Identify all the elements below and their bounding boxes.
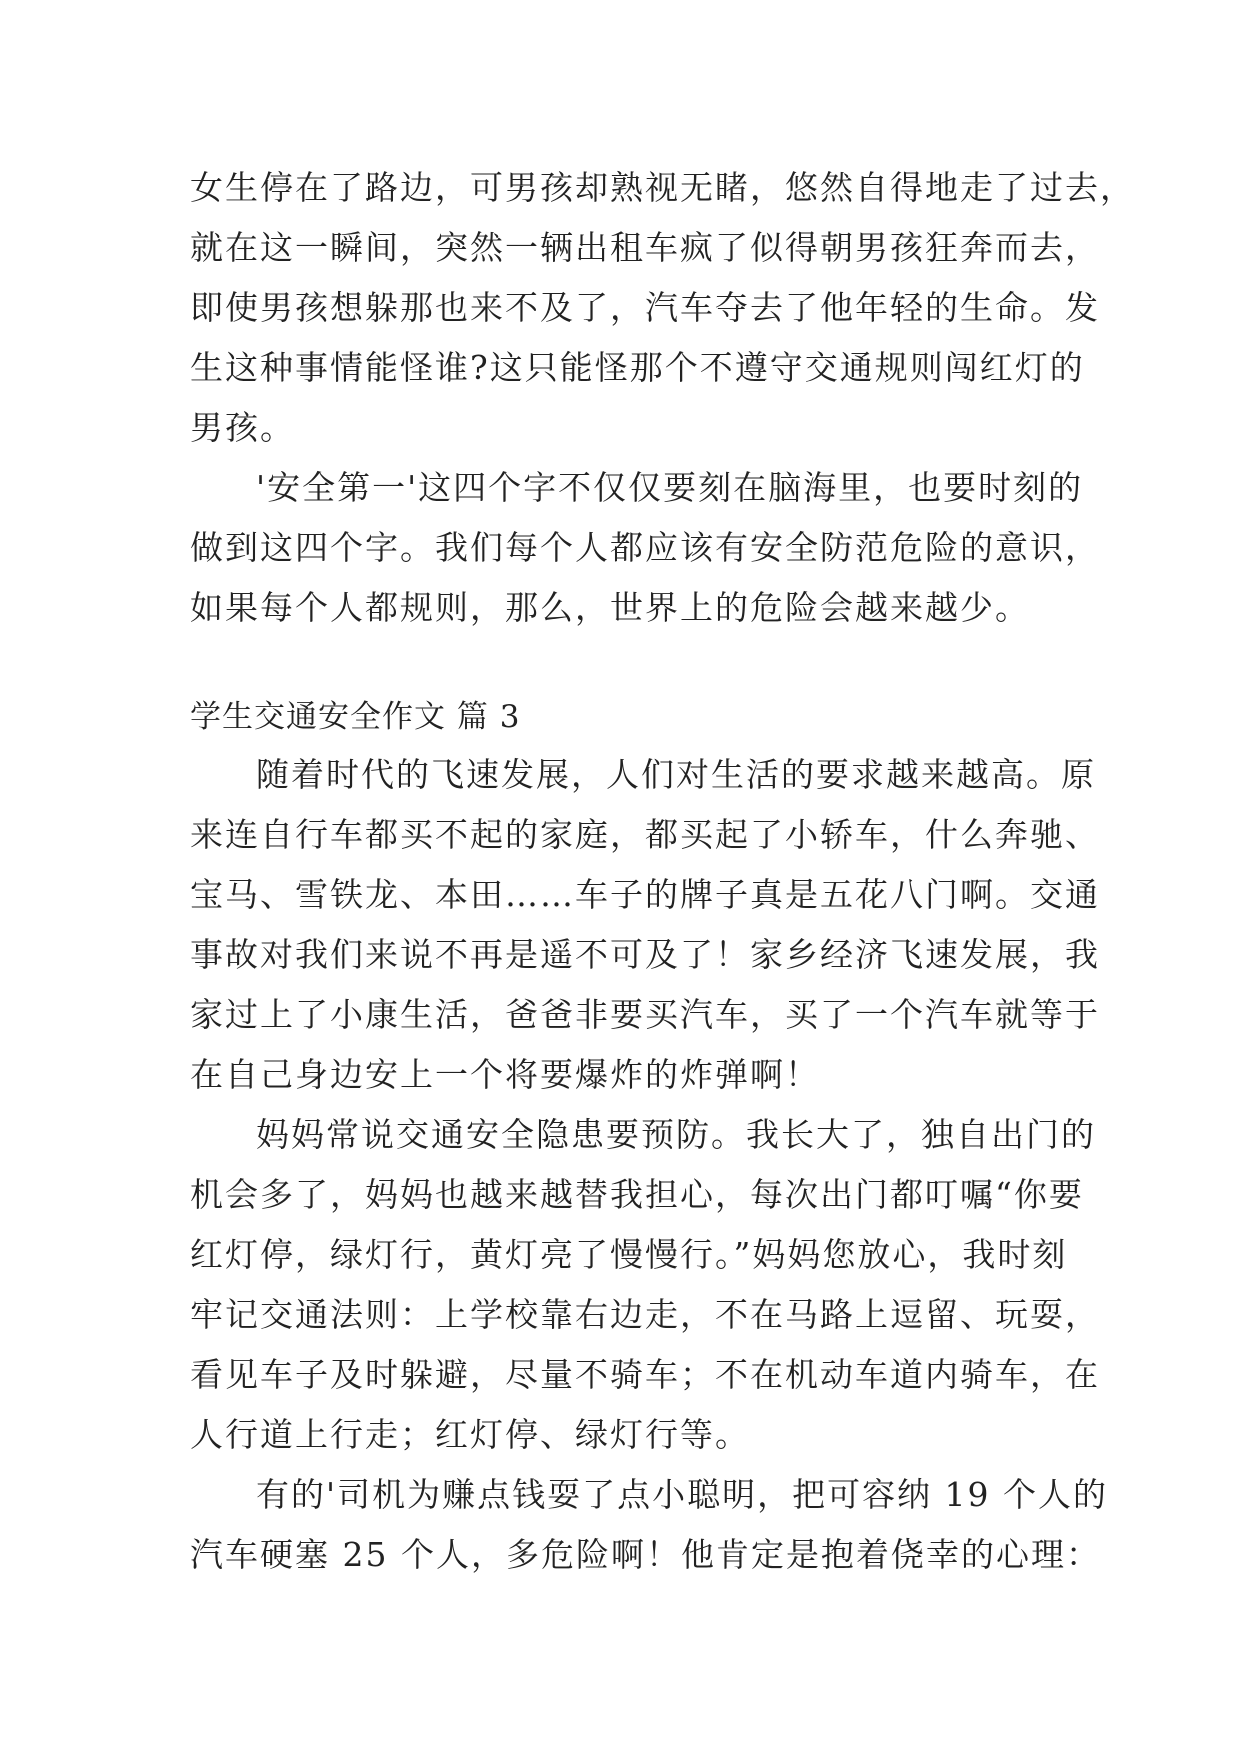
paragraph-line: 妈妈常说交通安全隐患要预防。我长大了，独自出门的: [256, 1115, 1096, 1154]
paragraph-line: 就在这一瞬间，突然一辆出租车疯了似得朝男孩狂奔而去，: [190, 228, 1100, 267]
paragraph-line: 红灯停，绿灯行，黄灯亮了慢慢行。”妈妈您放心，我时刻: [190, 1235, 1068, 1274]
paragraph-line: 看见车子及时躲避，尽量不骑车；不在机动车道内骑车，在: [190, 1355, 1100, 1394]
paragraph-line: 即使男孩想躲那也来不及了，汽车夺去了他年轻的生命。发: [190, 288, 1100, 327]
paragraph-line: 生这种事情能怪谁?这只能怪那个不遵守交通规则闯红灯的: [190, 348, 1085, 387]
paragraph-line: 家过上了小康生活，爸爸非要买汽车，买了一个汽车就等于: [190, 995, 1100, 1034]
paragraph-line: 汽车硬塞 25 个人，多危险啊！他肯定是抱着侥幸的心理：: [190, 1535, 1101, 1574]
paragraph-line: 有的'司机为赚点钱耍了点小聪明，把可容纳 19 个人的: [256, 1475, 1109, 1514]
paragraph-line: 做到这四个字。我们每个人都应该有安全防范危险的意识，: [190, 528, 1100, 567]
section-title: 学生交通安全作文 篇 3: [190, 699, 521, 735]
paragraph-line: 机会多了，妈妈也越来越替我担心，每次出门都叮嘱“你要: [190, 1175, 1084, 1214]
paragraph-line: 随着时代的飞速发展，人们对生活的要求越来越高。原: [256, 755, 1096, 794]
paragraph-line: 男孩。: [190, 408, 295, 447]
paragraph-line: 牢记交通法则：上学校靠右边走，不在马路上逗留、玩耍，: [190, 1295, 1100, 1334]
paragraph-line: 如果每个人都规则，那么，世界上的危险会越来越少。: [190, 588, 1030, 627]
paragraph-line: 女生停在了路边，可男孩却熟视无睹，悠然自得地走了过去，: [190, 168, 1135, 207]
paragraph-line: 在自己身边安上一个将要爆炸的炸弹啊！: [190, 1055, 820, 1094]
paragraph-line: 事故对我们来说不再是遥不可及了！家乡经济飞速发展，我: [190, 935, 1100, 974]
paragraph-line: 来连自行车都买不起的家庭，都买起了小轿车，什么奔驰、: [190, 815, 1100, 854]
paragraph-line: 人行道上行走；红灯停、绿灯行等。: [190, 1415, 750, 1454]
paragraph-line: 宝马、雪铁龙、本田……车子的牌子真是五花八门啊。交通: [190, 875, 1100, 914]
paragraph-line: '安全第一'这四个字不仅仅要刻在脑海里，也要时刻的: [256, 468, 1084, 507]
